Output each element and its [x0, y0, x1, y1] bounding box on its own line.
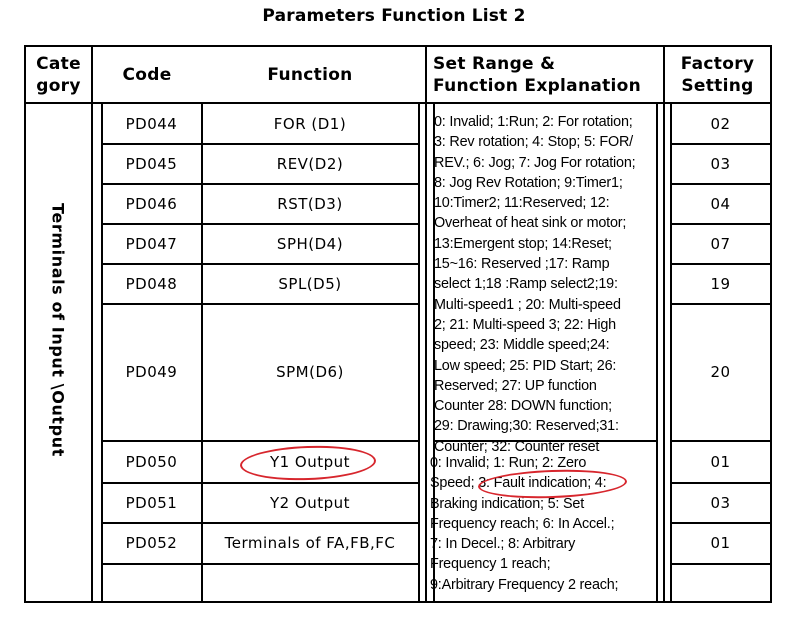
inner-divider-expl-right	[656, 102, 658, 603]
header-category-line2: gory	[36, 75, 81, 96]
code-cell: PD047	[125, 234, 178, 253]
header-function: Function	[267, 64, 353, 85]
explanation-input-terminals	[434, 112, 635, 457]
explanation-line: Counter 28: DOWN function;	[434, 398, 612, 415]
factory-cell: 02	[710, 114, 731, 133]
function-cell: Y1 Output	[269, 452, 351, 471]
factory-cell: 03	[710, 154, 731, 173]
factory-cell: 01	[710, 534, 731, 552]
explanation-line: 9:Arbitrary Frequency 2 reach;	[430, 576, 619, 593]
row-divider	[670, 563, 771, 565]
factory-cell: 03	[710, 493, 731, 512]
factory-cell: 01	[710, 452, 731, 471]
function-cell: Y2 Output	[269, 493, 351, 512]
function-cell: SPL(D5)	[278, 274, 342, 293]
explanation-line: Counter; 32: Counter reset	[434, 438, 600, 455]
header-explanation	[427, 47, 663, 102]
explanation-line: Frequency 1 reach;	[430, 556, 551, 573]
header-factory-line1: Factory	[680, 53, 755, 74]
explanation-line: 15~16: Reserved ;17: Ramp	[434, 256, 610, 273]
category-label-text: Terminals of Input \Output	[48, 203, 68, 457]
function-cell: RST(D3)	[277, 194, 343, 213]
factory-cell: 07	[710, 234, 731, 253]
code-cell: PD052	[125, 534, 178, 552]
explanation-line: 0: Invalid; 1:Run; 2: For rotation;	[434, 114, 633, 130]
column-divider-3	[663, 45, 665, 603]
code-cell: PD044	[125, 114, 178, 133]
explanation-line: speed; 23: Middle speed;24:	[434, 337, 610, 354]
explanation-line: Frequency reach; 6: In Accel.;	[430, 515, 615, 532]
factory-cell: 20	[710, 363, 731, 381]
table-border-bottom	[24, 601, 772, 603]
page-title: Parameters Function List 2	[262, 6, 526, 26]
explanation-line: 29: Drawing;30: Reserved;31:	[434, 418, 619, 435]
code-cell: PD049	[125, 363, 178, 381]
header-category	[26, 47, 91, 102]
explanation-line: 7: In Decel.; 8: Arbitrary	[430, 536, 576, 553]
header-explanation-line1: Set Range &	[433, 53, 556, 74]
explanation-line: Overheat of heat sink or motor;	[434, 215, 627, 232]
explanation-line: Speed; 3: Fault indication; 4:	[430, 475, 607, 492]
explanation-line: Low speed; 25: PID Start; 26:	[434, 357, 617, 374]
function-cell: SPM(D6)	[276, 363, 344, 381]
header-category-line1: Cate	[36, 53, 81, 74]
code-cell: PD048	[125, 274, 178, 293]
explanation-line: 13:Emergent stop; 14:Reset;	[434, 235, 612, 252]
function-cell: REV(D2)	[276, 154, 344, 173]
code-cell: PD045	[125, 154, 178, 173]
explanation-line: 10:Timer2; 11:Reserved; 12:	[434, 195, 610, 212]
column-divider-1	[91, 45, 93, 603]
explanation-line: 3: Rev rotation; 4: Stop; 5: FOR/	[434, 134, 633, 151]
factory-cell: 04	[710, 194, 731, 213]
code-cell: PD046	[125, 194, 178, 213]
header-factory-line2: Setting	[681, 75, 754, 96]
explanation-line: select 1;18 :Ramp select2;19:	[434, 276, 618, 293]
explanation-line: 2; 21: Multi-speed 3; 22: High	[434, 316, 616, 333]
header-factory	[665, 47, 770, 102]
inner-divider-right	[418, 102, 420, 603]
code-cell: PD050	[125, 452, 178, 471]
function-cell: FOR (D1)	[273, 114, 347, 133]
table-border-left	[24, 45, 26, 603]
explanation-line: 8: Jog Rev Rotation; 9:Timer1;	[434, 174, 623, 191]
column-divider-2	[425, 45, 427, 603]
explanation-line: Multi-speed1 ; 20: Multi-speed	[434, 296, 621, 313]
explanation-line: REV.; 6: Jog; 7: Jog For rotation;	[434, 154, 636, 171]
explanation-line: Reserved; 27: UP function	[434, 377, 597, 394]
explanation-line: 0: Invalid; 1: Run; 2: Zero	[430, 455, 587, 471]
factory-cell: 19	[710, 274, 731, 293]
function-cell: SPH(D4)	[276, 234, 344, 253]
table-border-right	[770, 45, 772, 603]
code-cell: PD051	[125, 493, 178, 512]
header-code: Code	[122, 64, 172, 85]
explanation-line: Braking indication; 5: Set	[430, 495, 584, 512]
row-divider	[101, 563, 419, 565]
header-explanation-line2: Function Explanation	[433, 75, 642, 96]
function-cell: Terminals of FA,FB,FC	[224, 534, 396, 552]
